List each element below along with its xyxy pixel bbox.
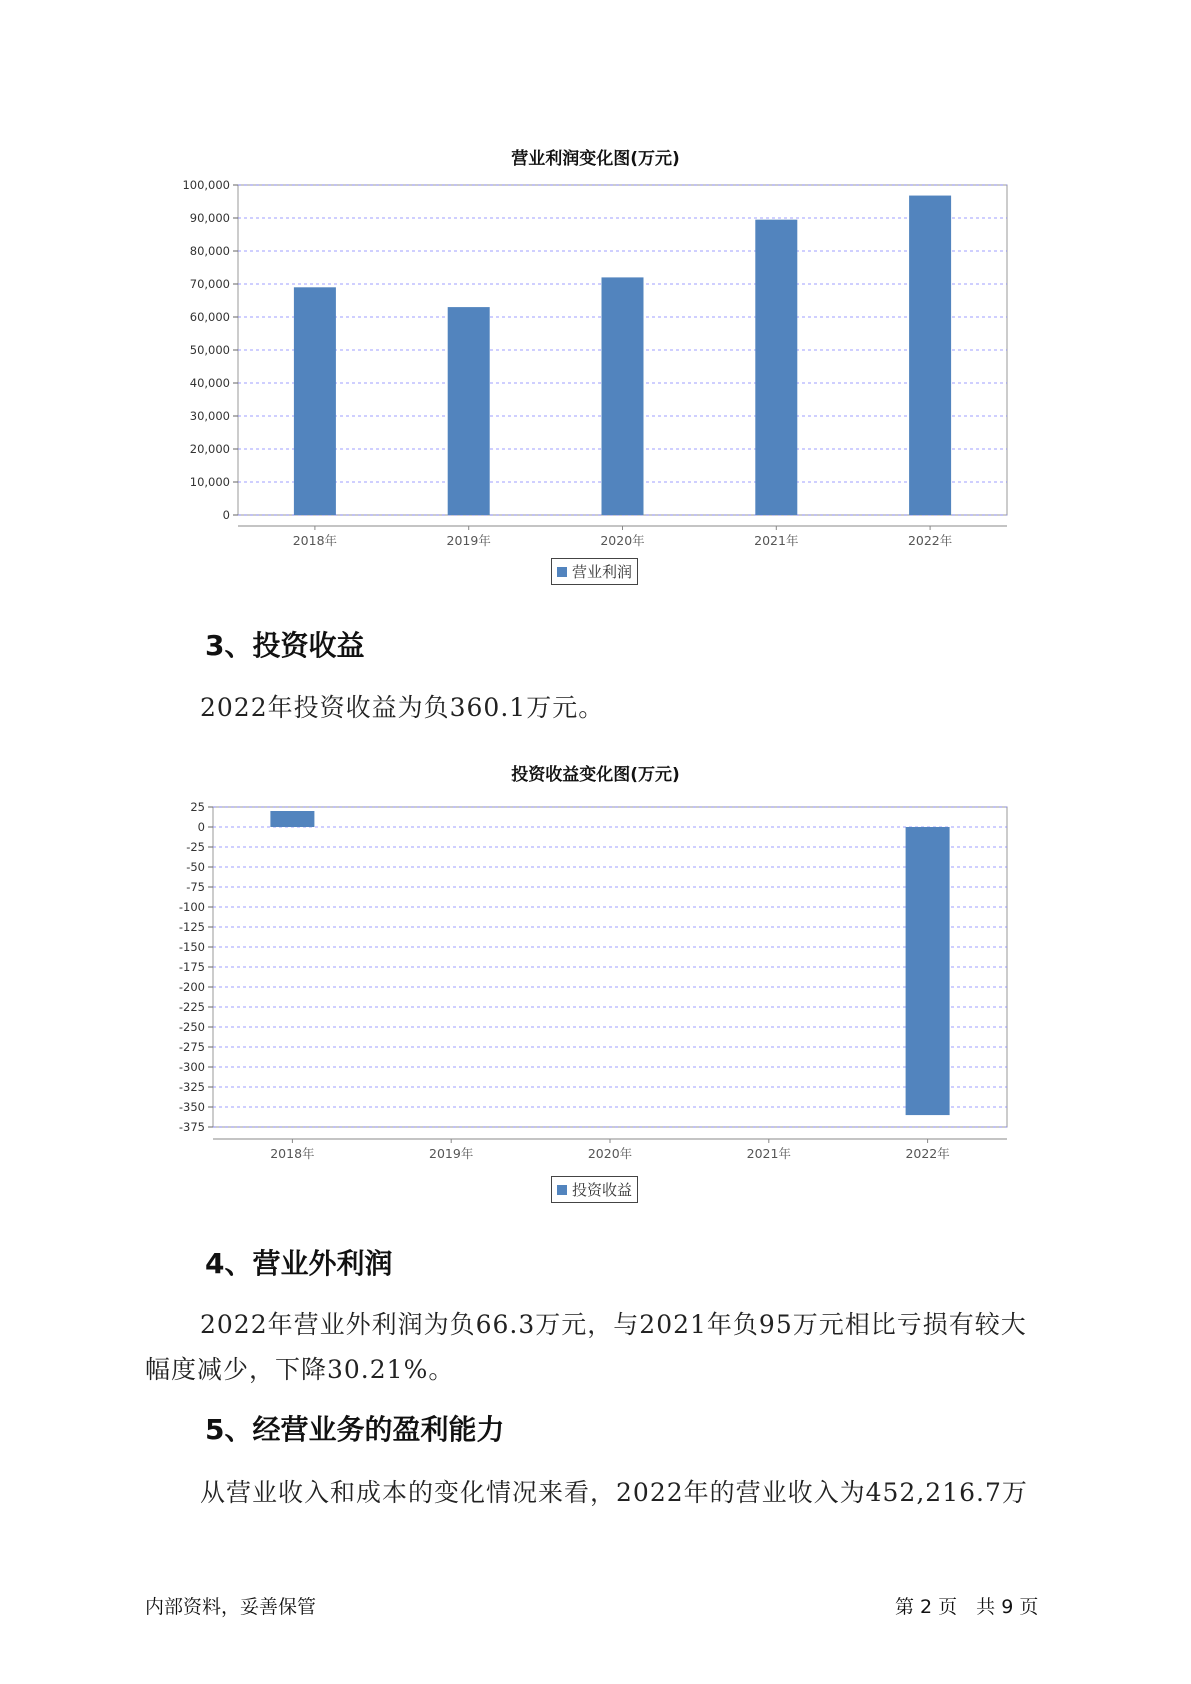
section3-text: 2022年投资收益为负360.1万元。 <box>200 693 605 722</box>
y-tick-label: 90,000 <box>189 211 230 225</box>
section5-heading: 5、经营业务的盈利能力 <box>205 1413 505 1446</box>
chart2-legend-label: 投资收益 <box>572 1181 633 1199</box>
chart1-title: 营业利润变化图(万元) <box>511 149 680 169</box>
y-tick-label: -100 <box>178 900 205 914</box>
investment-income-chart <box>0 792 1191 1161</box>
y-tick-label: -25 <box>186 840 205 854</box>
x-category-label: 2022年 <box>905 1146 950 1161</box>
x-category-label: 2020年 <box>587 1146 633 1161</box>
section5-line1: 从营业收入和成本的变化情况来看，2022年的营业收入为452,216.7万 <box>200 1478 1028 1507</box>
y-tick-label: 40,000 <box>189 376 230 390</box>
y-tick-label: -175 <box>178 960 205 974</box>
bar-2022年 <box>906 827 950 1115</box>
y-tick-label: 70,000 <box>189 277 230 291</box>
x-category-label: 2018年 <box>292 533 338 548</box>
y-tick-label: -225 <box>178 1000 205 1014</box>
chart1-legend <box>551 558 638 585</box>
y-tick-label: -150 <box>178 940 205 954</box>
chart1-legend-label: 营业利润 <box>572 563 633 581</box>
y-tick-label: -75 <box>186 880 205 894</box>
footer-confidential: 内部资料，妥善保管 <box>145 1596 317 1618</box>
legend-swatch-icon <box>557 1185 567 1195</box>
x-category-label: 2022年 <box>907 533 953 548</box>
bar-2018年 <box>294 287 336 515</box>
section4-line1: 2022年营业外利润为负66.3万元，与2021年负95万元相比亏损有较大 <box>200 1310 1027 1339</box>
y-tick-label: -250 <box>178 1020 205 1034</box>
x-category-label: 2019年 <box>446 533 491 548</box>
section4-heading: 4、营业外利润 <box>205 1247 393 1280</box>
y-tick-label: -125 <box>178 920 205 934</box>
x-category-label: 2020年 <box>600 533 645 548</box>
y-tick-label: 0 <box>222 508 230 522</box>
y-tick-label: 80,000 <box>189 244 230 258</box>
operating-profit-chart <box>0 170 1191 548</box>
y-tick-label: -275 <box>178 1040 205 1054</box>
bar-2018年 <box>270 811 314 827</box>
y-tick-label: -200 <box>178 980 205 994</box>
y-tick-label: 30,000 <box>189 409 230 423</box>
y-tick-label: -350 <box>178 1100 205 1114</box>
y-tick-label: 100,000 <box>182 178 230 192</box>
y-tick-label: -300 <box>178 1060 205 1074</box>
footer-page-number: 第 2 页 共 9 页 <box>895 1596 1039 1618</box>
y-tick-label: 25 <box>190 800 205 814</box>
bar-2021年 <box>755 220 797 515</box>
bar-2019年 <box>448 307 490 515</box>
x-category-label: 2021年 <box>746 1146 791 1161</box>
legend-swatch-icon <box>557 567 567 577</box>
y-tick-label: 0 <box>197 820 205 834</box>
y-tick-label: -375 <box>178 1120 205 1134</box>
y-tick-label: -325 <box>178 1080 205 1094</box>
x-category-label: 2019年 <box>429 1146 474 1161</box>
bar-2020年 <box>602 277 644 515</box>
y-tick-label: 50,000 <box>189 343 230 357</box>
y-tick-label: 60,000 <box>189 310 230 324</box>
y-tick-label: 10,000 <box>189 475 230 489</box>
chart2-title: 投资收益变化图(万元) <box>511 765 680 785</box>
x-category-label: 2018年 <box>270 1146 315 1161</box>
section4-line2: 幅度减少，下降30.21%。 <box>145 1355 455 1384</box>
bar-2022年 <box>909 196 951 515</box>
chart2-legend <box>551 1176 638 1203</box>
section3-heading: 3、投资收益 <box>205 629 365 662</box>
y-tick-label: -50 <box>186 860 205 874</box>
y-tick-label: 20,000 <box>189 442 230 456</box>
x-category-label: 2021年 <box>754 533 799 548</box>
